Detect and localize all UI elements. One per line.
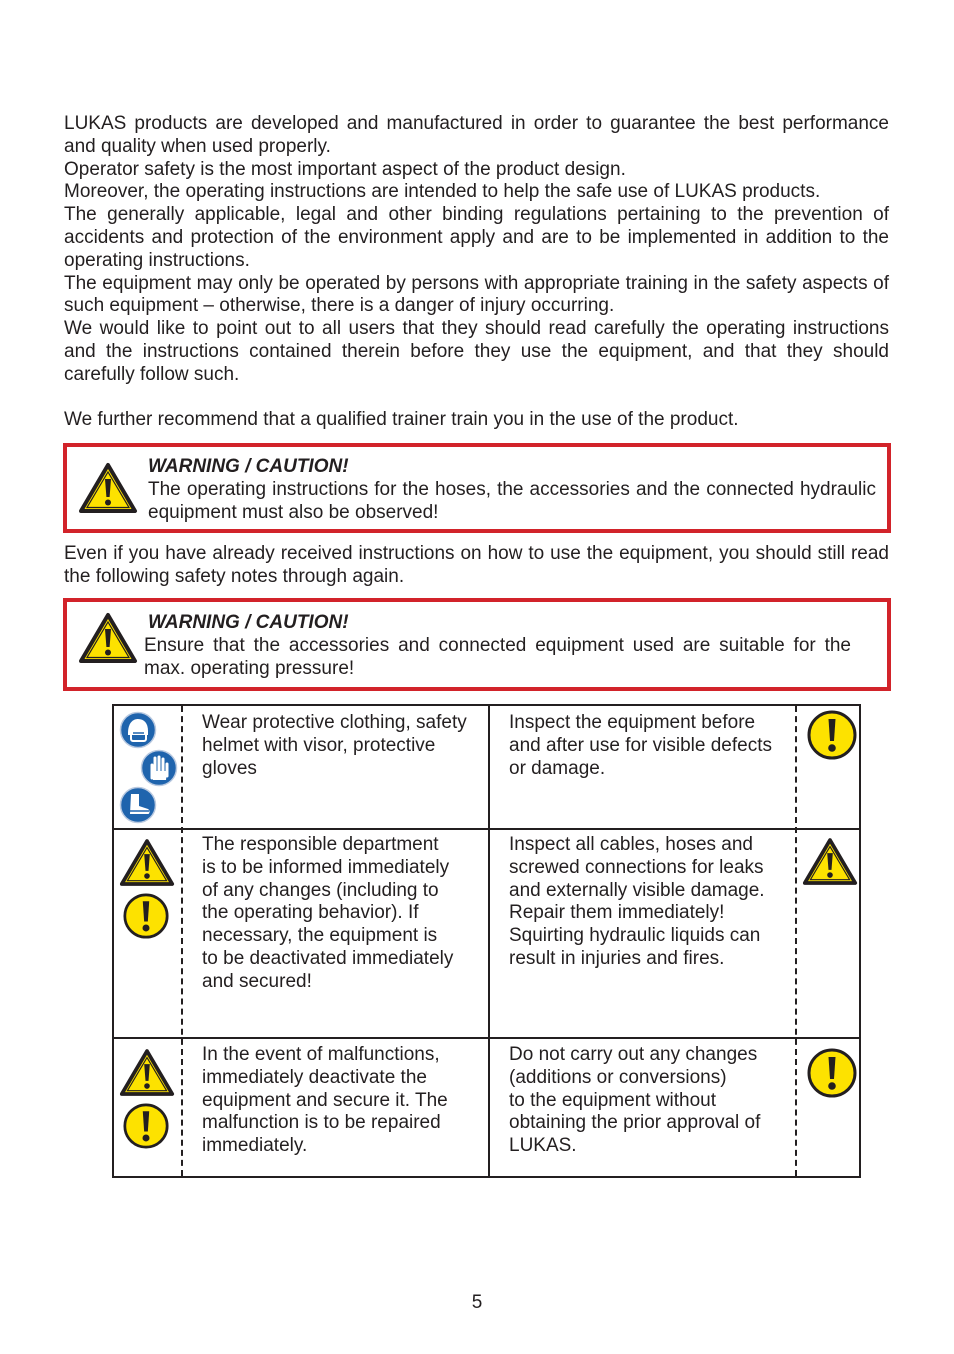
row-divider	[114, 828, 859, 830]
text-line: Repair them immediately!	[509, 902, 725, 924]
text-line: equipment and secure it. The	[202, 1089, 448, 1111]
text-line: screwed connections for leaks	[509, 856, 764, 878]
protective-glove-icon	[140, 749, 178, 787]
safety-note-text	[509, 1044, 760, 1158]
exclamation-circle-icon	[807, 1048, 857, 1098]
intro-paragraph: The generally applicable, legal and other binding regulations pertaining to the prevention of accidents and protection of the environment apply and are to be implemented in addition to the operating instructions.	[64, 204, 889, 271]
intro-paragraph: The equipment may only be operated by persons with appropriate training in the safety aspects of such equipment – otherwise, there is a danger of injury occurring.	[64, 272, 889, 317]
warning-triangle-icon	[802, 837, 858, 886]
text-line: the operating behavior). If	[202, 902, 419, 924]
warning-title: WARNING / CAUTION!	[148, 612, 349, 633]
intro-paragraph: LUKAS products are developed and manufactured in order to guarantee the best performance and quality when used properly.	[64, 113, 889, 157]
text-line: of any changes (including to	[202, 879, 439, 901]
text-line: Do not carry out any changes	[509, 1044, 758, 1065]
text-line: to be deactivated immediately	[202, 947, 454, 969]
text-line: gloves	[202, 757, 257, 779]
safety-note-text	[509, 712, 772, 780]
text-line: immediately.	[202, 1135, 308, 1157]
safety-note-text	[202, 834, 453, 994]
exclamation-circle-icon	[807, 710, 857, 760]
text-line: (additions or conversions)	[509, 1066, 727, 1088]
warning-title: WARNING / CAUTION!	[148, 456, 349, 477]
row-divider	[114, 1037, 859, 1039]
safety-boot-icon	[119, 786, 157, 824]
warning-triangle-icon	[119, 1048, 175, 1097]
column-divider	[181, 706, 183, 1176]
warning-triangle-icon	[78, 462, 138, 514]
safety-notes-table	[112, 704, 861, 1178]
reminder-paragraph: Even if you have already received instructions on how to use the equipment, you should still read the following safety notes through again.	[64, 543, 889, 587]
text-line: is to be informed immediately	[202, 856, 450, 878]
text-line: LUKAS.	[509, 1135, 577, 1157]
warning-box-pressure	[63, 598, 891, 691]
intro-paragraph: We would like to point out to all users that they should read carefully the operating instructions and the instructions contained therein before they use the equipment, and that they should carefully follow such.	[64, 318, 889, 385]
text-line: result in injuries and fires.	[509, 947, 725, 969]
intro-paragraph: Operator safety is the most important aspect of the product design.	[64, 158, 626, 180]
helmet-visor-icon	[119, 711, 157, 749]
text-line: In the event of malfunctions,	[202, 1044, 440, 1065]
intro-paragraph: We further recommend that a qualified trainer train you in the use of the product.	[64, 409, 739, 431]
text-line: or damage.	[509, 757, 606, 779]
column-divider	[795, 706, 797, 1176]
exclamation-circle-icon	[123, 893, 169, 939]
text-line: and after use for visible defects	[509, 734, 772, 756]
text-line: Inspect the equipment before	[509, 712, 756, 733]
text-line: Wear protective clothing, safety	[202, 712, 467, 733]
intro-paragraph: Moreover, the operating instructions are intended to help the safe use of LUKAS products.	[64, 181, 821, 203]
safety-note-text	[202, 712, 467, 780]
text-line: and secured!	[202, 970, 312, 992]
warning-text: Ensure that the accessories and connected equipment used are suitable for the max. operating pressure!	[144, 635, 851, 679]
warning-triangle-icon	[78, 612, 138, 664]
text-line: Squirting hydraulic liquids can	[509, 925, 761, 947]
text-line: obtaining the prior approval of	[509, 1112, 761, 1134]
warning-box-hoses	[63, 443, 891, 533]
text-line: and externally visible damage.	[509, 879, 765, 901]
page-number: 5	[471, 1292, 483, 1313]
warning-text: The operating instructions for the hoses, the accessories and the connected hydraulic equipment must also be observed!	[148, 479, 876, 523]
column-divider	[488, 706, 490, 1176]
text-line: helmet with visor, protective	[202, 734, 436, 756]
text-line: Inspect all cables, hoses and	[509, 834, 753, 855]
safety-note-text	[509, 834, 765, 971]
text-line: The responsible department	[202, 834, 439, 855]
intro-text	[64, 113, 889, 432]
reminder-text	[64, 543, 889, 589]
exclamation-circle-icon	[123, 1103, 169, 1149]
warning-triangle-icon	[119, 838, 175, 887]
safety-note-text	[202, 1044, 448, 1158]
text-line: malfunction is to be repaired	[202, 1112, 441, 1134]
text-line: necessary, the equipment is	[202, 925, 438, 947]
text-line: immediately deactivate the	[202, 1066, 427, 1088]
text-line: to the equipment without	[509, 1089, 717, 1111]
